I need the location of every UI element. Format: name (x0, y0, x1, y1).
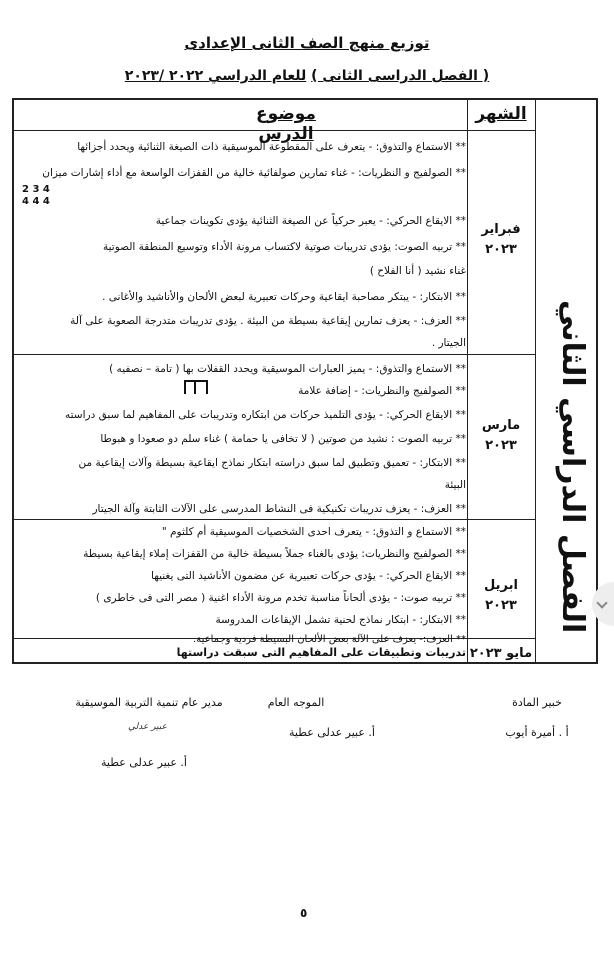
april-cell (16, 519, 466, 645)
mar-creativity: ** الابتكار: - تعميق وتطبيق لما سبق دراسته ابتكار نماذج ايقاعية بسيطة وآلات إيقاعية من (78, 457, 466, 469)
mar-listening: ** الاستماع والتذوق: - يميز العبارات الموسيقية ويحدد القفلات بها ( تامة – نصفيه ) (109, 363, 466, 375)
semester-label: الفصل الدراسي الثاني (555, 300, 590, 634)
apr-playing: ** العزف:- يعزف على الآلة بعض الألحان البسيطة فردية وجماعية. (193, 634, 466, 645)
document-title: توزيع منهج الصف الثانى الإعدادى (184, 34, 430, 52)
feb-playing-cont: الجيتار . (431, 337, 466, 349)
subtitle-year: للعام الدراسي ٢٠٢٢ /٢٠٢٣ (124, 68, 307, 84)
mar-rhythm: ** الايقاع الحركي: - يؤدى التلميذ حركات من ابتكاره وتدريبات على المفاهيم لما سبق دراسته (65, 409, 466, 421)
month-march (468, 416, 534, 456)
month-march-year: ٢٠٢٣ (485, 438, 517, 453)
music-note-icon (184, 380, 208, 394)
mar-solfege: ** الصولفيج والنظريات: - إضافة علامة (298, 385, 466, 397)
supervisor-title: الموجه العام (267, 696, 325, 709)
column-divider (535, 100, 536, 662)
director-signature: عبير عدلي (128, 722, 167, 732)
page-number: ٥ (300, 906, 308, 920)
month-february-name: فبراير (481, 222, 521, 237)
march-cell (16, 354, 466, 519)
expert-name: أ . أميرة أيوب (505, 726, 569, 739)
month-february (468, 220, 534, 260)
director-title: مدير عام تنمية التربية الموسيقية (75, 696, 223, 709)
apr-solfege: ** الصولفيج والنظريات: يؤدى بالغناء جملاً بسيطة خالية من القفزات إملاء إيقاعية بسيطة (83, 548, 466, 560)
may-review: تدريبات وتطبيقات على المفاهيم التى سبقت دراستها (176, 646, 466, 659)
month-april (468, 576, 534, 616)
expert-title: خبير المادة (512, 696, 562, 709)
month-march-name: مارس (481, 418, 521, 433)
director-name: أ. عبير عدلى عطية (101, 756, 187, 769)
header-topic: موضوع الدرس (256, 104, 316, 144)
feb-creativity: ** الابتكار: - يبتكر مصاحبة ايقاعية وحركات تعبيرية لبعض الألحان والأناشيد والأغانى . (102, 291, 466, 303)
feb-solfege: ** الصولفيج و النظريات: - غناء تمارين صولفائية خالية من القفزات الواسعة مع أداء إشارات ميزان (42, 167, 466, 179)
feb-time-signature-bottom: 4 4 4 (22, 196, 50, 207)
month-february-year: ٢٠٢٣ (485, 242, 517, 257)
apr-listening: ** الاستماع و التذوق: - يتعرف احدى الشخصيات الموسيقية أم كلثوم " (161, 526, 466, 538)
header-month: الشهر (475, 104, 527, 124)
apr-rhythm: ** الايقاع الحركي: - يؤدى حركات تعبيرية عن مضمون الأناشيد التى يغنيها (151, 570, 466, 582)
mar-playing: ** العزف: - يعزف تدريبات تكنيكية فى النشاط المدرسى على الآلات الثابتة وآلة الجيتار (92, 503, 466, 515)
mar-creativity-cont: البيئة (444, 479, 466, 491)
feb-voice: ** تربيه الصوت: يؤدى تدريبات صوتية لاكتساب مرونة الأداء وتوسيع المنطقة الصوتية (102, 241, 466, 253)
apr-creativity: ** الابتكار: - ابتكار نماذج لحنية تشمل الإيقاعات المدروسة (215, 614, 466, 626)
document-subtitle (0, 68, 614, 84)
february-cell (16, 100, 466, 354)
supervisor-name: أ. عبير عدلى عطية (289, 726, 375, 739)
feb-rhythm: ** الايقاع الحركي: - يعبر حركياً عن الصيغة الثنائية يؤدى تكوينات جماعية (155, 215, 466, 227)
month-may-name: مايو ٢٠٢٣ (469, 646, 533, 661)
feb-playing: ** العزف: - يعزف تمارين إيقاعية بسيطة من البيئة . يؤدى تدريبات متدرجة الصعوبة على آلة (70, 315, 466, 327)
subtitle-semester: ( الفصل الدراسى الثانى ) (311, 68, 490, 84)
month-april-name: ابريل ٢٠٢٣ (484, 578, 518, 613)
feb-time-signature-top: 2 3 4 (22, 184, 50, 195)
month-may (468, 644, 534, 664)
feb-voice-song: غناء نشيد ( أنا الفلاح ) (369, 265, 466, 277)
mar-voice: ** تربيه الصوت : نشيد من صوتين ( لا تخافى يا حمامة ) غناء سلم دو صعودا و هبوطا (100, 433, 466, 445)
curriculum-table (12, 98, 598, 664)
feb-listening: ** الاستماع والتذوق: - يتعرف على المقطوعة الموسيقية ذات الصيغة الثنائية ويحدد أجزائها (77, 141, 466, 153)
apr-voice: ** تربيه صوت: - يؤدى ألحاناً مناسبة تخدم مرونة الأداء اغنية ( مصر التى فى خاطرى ) (95, 592, 466, 604)
